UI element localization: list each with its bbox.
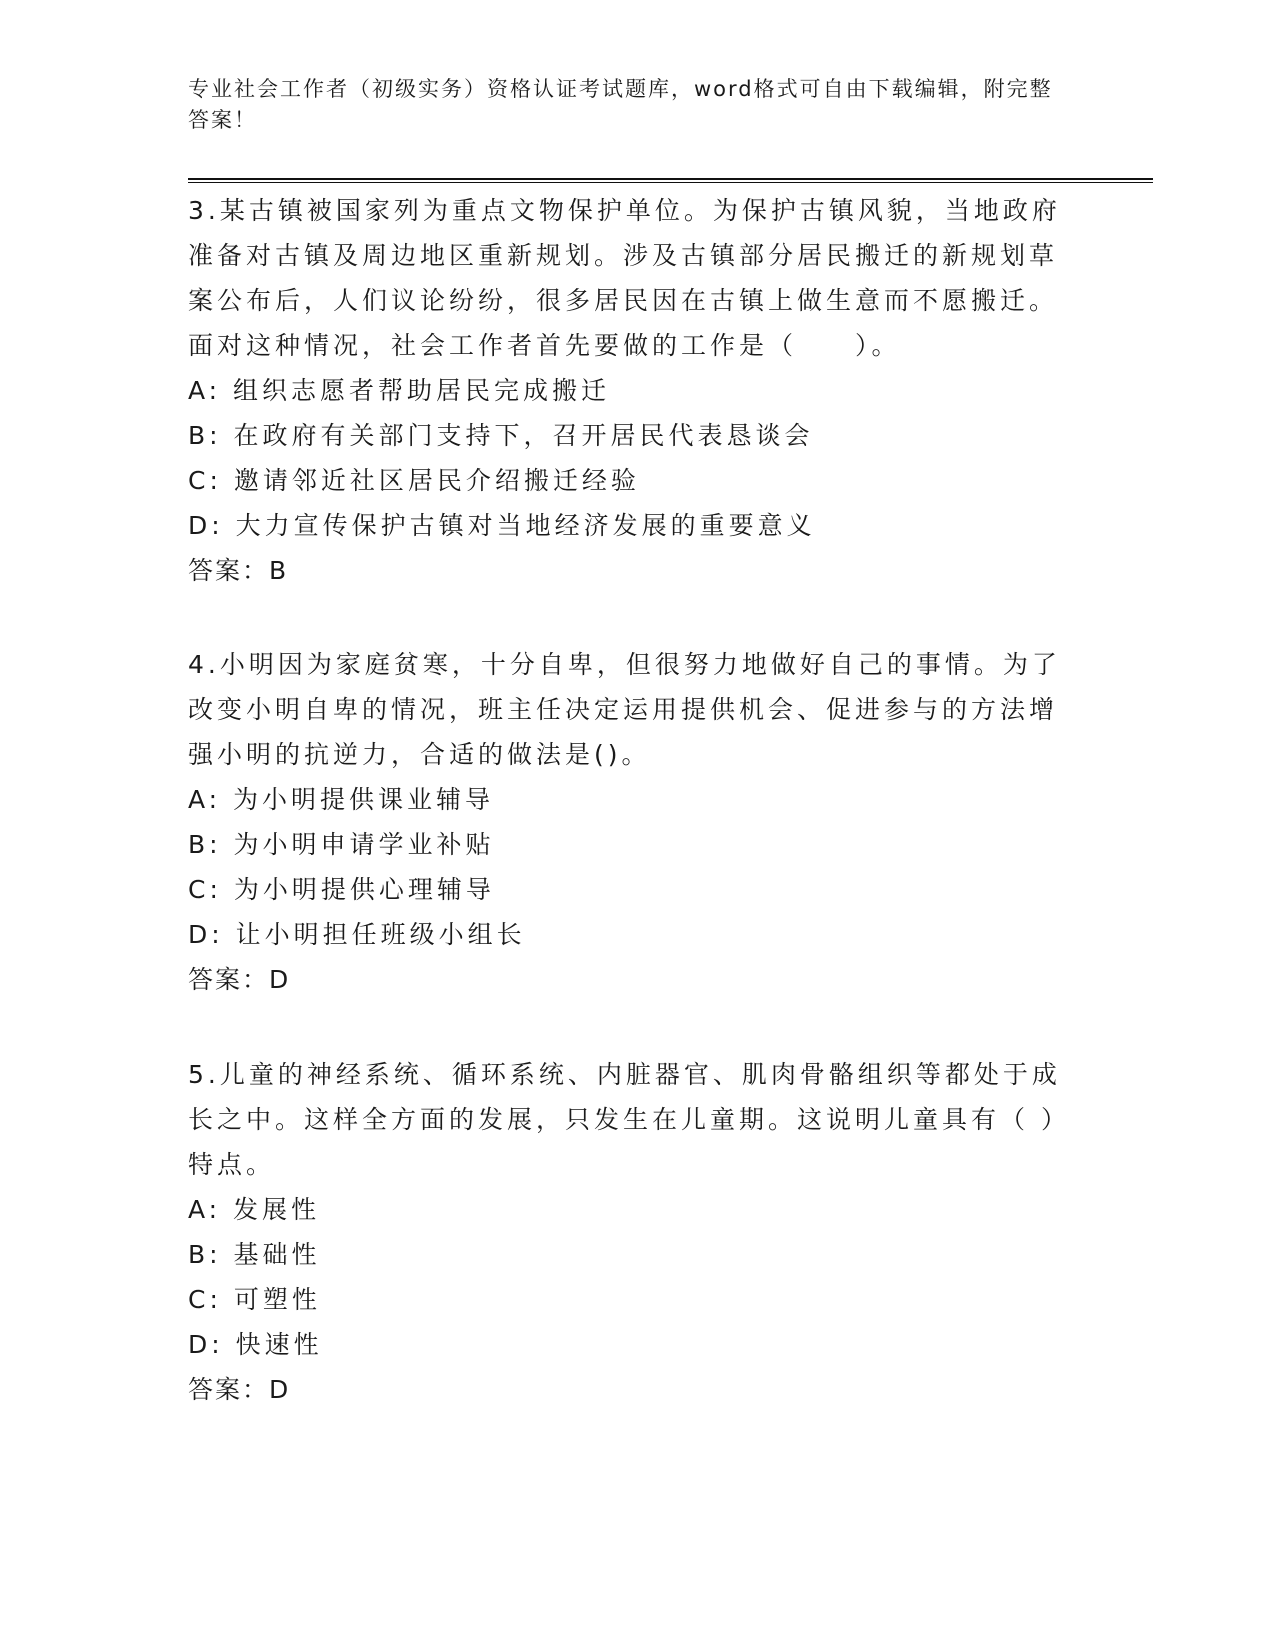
option-a: A: 发展性 [188,1195,321,1224]
answer-line: 答案：B [188,556,289,585]
document-header: 专业社会工作者（初级实务）资格认证考试题库，word格式可自由下载编辑，附完整答案！ [188,77,1053,132]
option-d: D: 大力宣传保护古镇对当地经济发展的重要意义 [188,511,816,540]
option-b: B: 在政府有关部门支持下，召开居民代表恳谈会 [188,421,814,450]
option-b: B: 基础性 [188,1240,321,1269]
option-c: C: 可塑性 [188,1285,321,1314]
question-stem: 4.小明因为家庭贫寒，十分自卑，但很努力地做好自己的事情。为了改变小明自卑的情况，班主任决定运用提供机会、促进参与的方法增强小明的抗逆力，合适的做法是()。 [188,650,1061,769]
answer-line: 答案：D [188,1375,291,1404]
option-d: D: 让小明担任班级小组长 [188,920,526,949]
header-rule-thin [188,182,1153,183]
question-3 [188,188,1068,593]
option-c: C: 为小明提供心理辅导 [188,875,495,904]
answer-line: 答案：D [188,965,291,994]
question-stem: 5.儿童的神经系统、循环系统、内脏器官、肌肉骨骼组织等都处于成长之中。这样全方面的发展，只发生在儿童期。这说明儿童具有（ ）特点。 [188,1060,1061,1179]
option-b: B: 为小明申请学业补贴 [188,830,495,859]
option-a: A: 为小明提供课业辅导 [188,785,495,814]
question-5 [188,1052,1068,1412]
option-c: C: 邀请邻近社区居民介绍搬迁经验 [188,466,640,495]
option-d: D: 快速性 [188,1330,323,1359]
question-stem: 3.某古镇被国家列为重点文物保护单位。为保护古镇风貌，当地政府准备对古镇及周边地区重新规划。涉及古镇部分居民搬迁的新规划草案公布后，人们议论纷纷，很多居民因在古镇上做生意而不愿搬迁。面对这种情况，社会工作者首先要做的工作是（ ）。 [188,196,1061,360]
option-a: A: 组织志愿者帮助居民完成搬迁 [188,376,611,405]
question-4 [188,642,1068,1002]
header-rule-thick [188,178,1153,180]
